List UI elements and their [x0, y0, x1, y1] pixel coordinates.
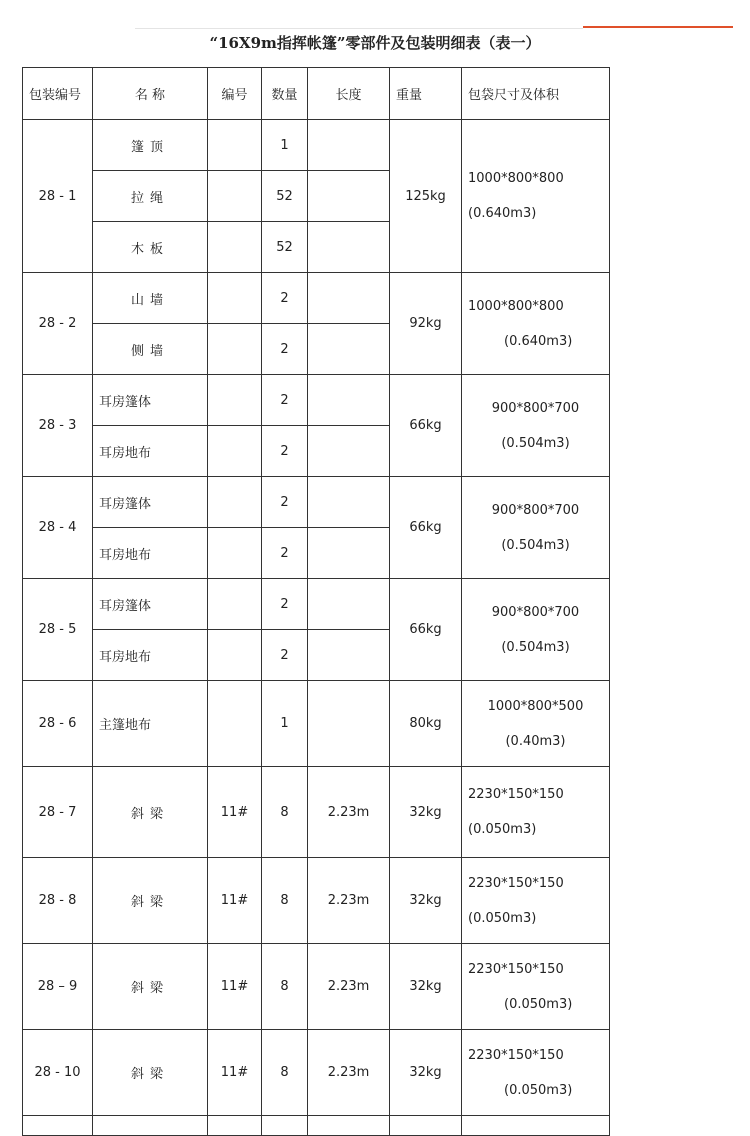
item-name-cell: 侧墙: [93, 324, 208, 375]
item-name-cell: 斜梁: [93, 767, 208, 858]
table-row: [23, 375, 610, 426]
size-volume-cell: [462, 944, 610, 1030]
item-name-cell: 山墙: [93, 273, 208, 324]
item-qty-cell: 8: [262, 1030, 308, 1116]
table-row: [23, 1030, 610, 1116]
item-length-cell: [308, 528, 390, 579]
weight-cell: 32kg: [390, 858, 462, 944]
item-length-cell: [308, 426, 390, 477]
table-row: [23, 273, 610, 324]
item-code-cell: 11#: [208, 767, 262, 858]
header-code: 编号: [208, 68, 262, 120]
package-id-cell: 28 - 7: [23, 767, 93, 858]
weight-cell: 66kg: [390, 579, 462, 681]
item-code-cell: [208, 579, 262, 630]
package-volume: (0.050m3): [504, 1082, 573, 1098]
item-name-cell: 耳房地布: [93, 426, 208, 477]
package-volume: (0.050m3): [504, 996, 573, 1012]
item-qty-cell: 2: [262, 426, 308, 477]
empty-cell: [308, 1116, 390, 1136]
item-length-cell: [308, 375, 390, 426]
item-qty-cell: 52: [262, 222, 308, 273]
weight-cell: 32kg: [390, 1030, 462, 1116]
item-name-cell: 斜梁: [93, 1030, 208, 1116]
item-code-cell: [208, 375, 262, 426]
item-code-cell: [208, 426, 262, 477]
package-id-cell: 28 - 2: [23, 273, 93, 375]
package-id-cell: 28 - 6: [23, 681, 93, 767]
item-length-cell: [308, 273, 390, 324]
item-qty-cell: 2: [262, 273, 308, 324]
header-quantity: 数量: [262, 68, 308, 120]
table-row-partial: [23, 1116, 610, 1136]
item-code-cell: [208, 528, 262, 579]
weight-cell: 125kg: [390, 120, 462, 273]
item-length-cell: [308, 579, 390, 630]
item-name-cell: 耳房地布: [93, 528, 208, 579]
weight-cell: 32kg: [390, 767, 462, 858]
package-id-cell: 28 - 3: [23, 375, 93, 477]
packing-table: [22, 67, 610, 1136]
header-length: 长度: [308, 68, 390, 120]
item-qty-cell: 52: [262, 171, 308, 222]
package-id-cell: 28 - 4: [23, 477, 93, 579]
weight-cell: 66kg: [390, 375, 462, 477]
item-code-cell: [208, 120, 262, 171]
package-size: 900*800*700: [491, 400, 580, 416]
item-qty-cell: 2: [262, 375, 308, 426]
page-title: “16X9m指挥帐篷”零部件及包装明细表（表一）: [209, 34, 541, 52]
item-name-cell: 耳房篷体: [93, 375, 208, 426]
package-size: 2230*150*150: [468, 875, 564, 891]
package-volume: (0.504m3): [501, 537, 570, 553]
table-row: [23, 579, 610, 630]
weight-cell: 66kg: [390, 477, 462, 579]
item-qty-cell: 2: [262, 477, 308, 528]
item-length-cell: [308, 681, 390, 767]
table-row: [23, 944, 610, 1030]
table-row: [23, 681, 610, 767]
item-length-cell: [308, 630, 390, 681]
package-size: 2230*150*150: [468, 787, 564, 802]
item-name-cell: 耳房地布: [93, 630, 208, 681]
header-weight: 重量: [390, 68, 462, 120]
package-volume: (0.504m3): [501, 639, 570, 655]
item-code-cell: [208, 171, 262, 222]
package-volume: (0.640m3): [504, 333, 573, 349]
size-volume-cell: [462, 375, 610, 477]
item-length-cell: [308, 477, 390, 528]
item-code-cell: 11#: [208, 858, 262, 944]
size-volume-cell: [462, 681, 610, 767]
item-qty-cell: 2: [262, 579, 308, 630]
package-id-cell: 28 - 10: [23, 1030, 93, 1116]
item-name-cell: 篷顶: [93, 120, 208, 171]
header-size-volume: 包袋尺寸及体积: [462, 68, 610, 120]
item-qty-cell: 1: [262, 681, 308, 767]
package-size: 900*800*700: [491, 502, 580, 518]
package-id-cell: 28 - 1: [23, 120, 93, 273]
package-volume: (0.504m3): [501, 435, 570, 451]
item-name-cell: 拉绳: [93, 171, 208, 222]
package-volume: (0.40m3): [505, 733, 566, 749]
empty-cell: [23, 1116, 93, 1136]
size-volume-cell: [462, 579, 610, 681]
empty-cell: [462, 1116, 610, 1136]
item-qty-cell: 2: [262, 324, 308, 375]
empty-cell: [93, 1116, 208, 1136]
item-length-cell: 2.23m: [308, 858, 390, 944]
item-length-cell: 2.23m: [308, 944, 390, 1030]
item-length-cell: [308, 324, 390, 375]
item-length-cell: 2.23m: [308, 1030, 390, 1116]
table-row: [23, 477, 610, 528]
item-qty-cell: 1: [262, 120, 308, 171]
size-volume-cell: [462, 1030, 610, 1116]
item-length-cell: [308, 171, 390, 222]
package-size: 2230*150*150: [468, 1047, 564, 1063]
top-divider: [135, 28, 583, 29]
item-length-cell: [308, 222, 390, 273]
package-volume: (0.050m3): [468, 822, 537, 837]
item-code-cell: [208, 273, 262, 324]
empty-cell: [208, 1116, 262, 1136]
package-volume: (0.050m3): [468, 910, 537, 926]
item-length-cell: [308, 120, 390, 171]
size-volume-cell: [462, 767, 610, 858]
package-volume: (0.640m3): [468, 206, 537, 221]
item-name-cell: 木板: [93, 222, 208, 273]
package-id-cell: 28 – 9: [23, 944, 93, 1030]
size-volume-cell: [462, 273, 610, 375]
package-size: 2230*150*150: [468, 961, 564, 977]
item-name-cell: 耳房篷体: [93, 579, 208, 630]
table-row: [23, 858, 610, 944]
item-qty-cell: 8: [262, 858, 308, 944]
item-qty-cell: 2: [262, 528, 308, 579]
header-package-id: 包装编号: [23, 68, 93, 120]
package-size: 1000*800*800: [468, 171, 564, 186]
header-name: 名 称: [93, 68, 208, 120]
table-row: [23, 120, 610, 171]
item-code-cell: 11#: [208, 1030, 262, 1116]
empty-cell: [262, 1116, 308, 1136]
package-id-cell: 28 - 5: [23, 579, 93, 681]
item-qty-cell: 2: [262, 630, 308, 681]
package-size: 1000*800*500: [487, 698, 584, 714]
package-size: 1000*800*800: [468, 298, 564, 314]
item-code-cell: [208, 222, 262, 273]
accent-bar: [583, 26, 733, 28]
size-volume-cell: [462, 477, 610, 579]
item-code-cell: [208, 324, 262, 375]
package-id-cell: 28 - 8: [23, 858, 93, 944]
item-name-cell: 耳房篷体: [93, 477, 208, 528]
size-volume-cell: [462, 858, 610, 944]
table-row: [23, 767, 610, 858]
weight-cell: 92kg: [390, 273, 462, 375]
weight-cell: 32kg: [390, 944, 462, 1030]
item-code-cell: [208, 681, 262, 767]
size-volume-cell: [462, 120, 610, 273]
item-name-cell: 斜梁: [93, 944, 208, 1030]
empty-cell: [390, 1116, 462, 1136]
weight-cell: 80kg: [390, 681, 462, 767]
item-name-cell: 主篷地布: [93, 681, 208, 767]
item-code-cell: [208, 477, 262, 528]
table-header-row: [23, 68, 610, 120]
item-qty-cell: 8: [262, 767, 308, 858]
item-name-cell: 斜梁: [93, 858, 208, 944]
item-qty-cell: 8: [262, 944, 308, 1030]
item-code-cell: 11#: [208, 944, 262, 1030]
item-length-cell: 2.23m: [308, 767, 390, 858]
item-code-cell: [208, 630, 262, 681]
package-size: 900*800*700: [491, 604, 580, 620]
